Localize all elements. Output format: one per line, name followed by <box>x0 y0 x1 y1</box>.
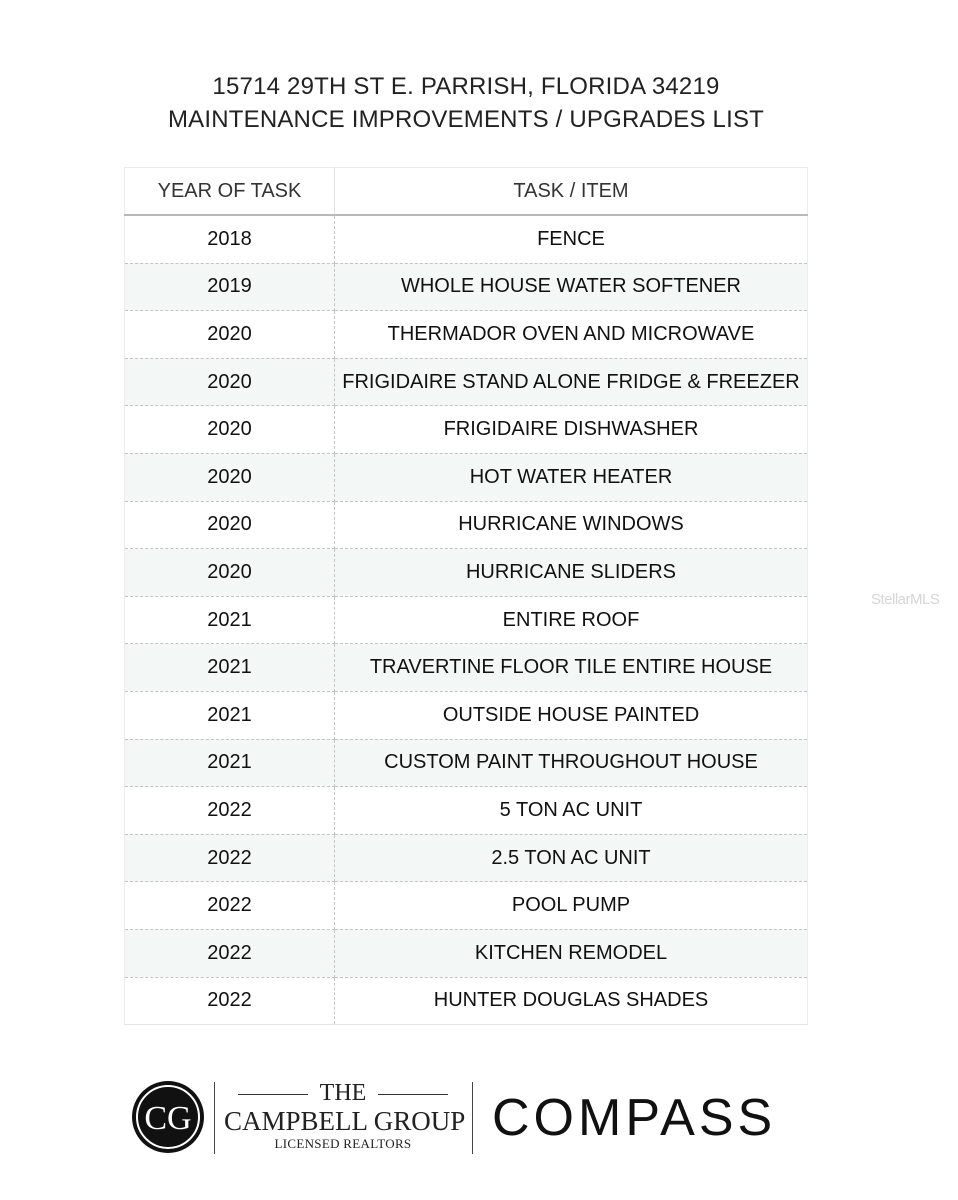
property-address: 15714 29TH ST E. PARRISH, FLORIDA 34219 <box>212 73 720 100</box>
table-header-row <box>125 168 808 216</box>
year-cell: 2020 <box>125 406 335 454</box>
table-row <box>125 453 808 501</box>
task-cell: HUNTER DOUGLAS SHADES <box>335 977 808 1025</box>
task-cell: FENCE <box>335 215 808 263</box>
task-cell: HURRICANE SLIDERS <box>335 549 808 597</box>
logo-monogram: CG <box>144 1100 192 1137</box>
document-title <box>0 70 932 136</box>
table-row <box>125 929 808 977</box>
table-row <box>125 215 808 263</box>
footer-branding <box>132 1078 812 1156</box>
task-cell: 5 TON AC UNIT <box>335 787 808 835</box>
table-row <box>125 501 808 549</box>
table-row <box>125 358 808 406</box>
task-cell: TRAVERTINE FLOOR TILE ENTIRE HOUSE <box>335 644 808 692</box>
campbell-group-logo-icon <box>132 1081 204 1153</box>
task-cell: CUSTOM PAINT THROUGHOUT HOUSE <box>335 739 808 787</box>
year-cell: 2021 <box>125 691 335 739</box>
year-cell: 2022 <box>125 882 335 930</box>
compass-logo: COMPASS <box>492 1089 777 1147</box>
task-cell: 2.5 TON AC UNIT <box>335 834 808 882</box>
table-row <box>125 311 808 359</box>
footer-divider <box>214 1082 215 1154</box>
task-cell: FRIGIDAIRE DISHWASHER <box>335 406 808 454</box>
year-cell: 2020 <box>125 358 335 406</box>
task-cell: ENTIRE ROOF <box>335 596 808 644</box>
column-header-task: TASK / ITEM <box>335 168 808 216</box>
task-cell: WHOLE HOUSE WATER SOFTENER <box>335 263 808 311</box>
table-row <box>125 263 808 311</box>
column-header-year: YEAR OF TASK <box>125 168 335 216</box>
task-cell: HOT WATER HEATER <box>335 453 808 501</box>
table-row <box>125 691 808 739</box>
wordmark-the: THE <box>224 1080 462 1106</box>
year-cell: 2022 <box>125 834 335 882</box>
table-row <box>125 406 808 454</box>
wordmark-subtitle: LICENSED REALTORS <box>274 1136 412 1151</box>
year-cell: 2019 <box>125 263 335 311</box>
task-cell: THERMADOR OVEN AND MICROWAVE <box>335 311 808 359</box>
year-cell: 2022 <box>125 929 335 977</box>
year-cell: 2018 <box>125 215 335 263</box>
wordmark-name: CAMPBELL GROUP <box>224 1106 466 1136</box>
year-cell: 2020 <box>125 501 335 549</box>
watermark: StellarMLS <box>871 591 940 608</box>
task-cell: FRIGIDAIRE STAND ALONE FRIDGE & FREEZER <box>335 358 808 406</box>
year-cell: 2020 <box>125 549 335 597</box>
year-cell: 2022 <box>125 977 335 1025</box>
task-cell: HURRICANE WINDOWS <box>335 501 808 549</box>
task-cell: POOL PUMP <box>335 882 808 930</box>
year-cell: 2021 <box>125 739 335 787</box>
upgrades-table <box>124 167 808 1025</box>
campbell-group-wordmark <box>224 1080 466 1152</box>
year-cell: 2022 <box>125 787 335 835</box>
footer-divider <box>472 1082 473 1154</box>
list-heading: MAINTENANCE IMPROVEMENTS / UPGRADES LIST <box>167 106 765 133</box>
table-row <box>125 549 808 597</box>
table-row <box>125 596 808 644</box>
table-row <box>125 977 808 1025</box>
task-cell: OUTSIDE HOUSE PAINTED <box>335 691 808 739</box>
table-row <box>125 739 808 787</box>
year-cell: 2020 <box>125 453 335 501</box>
task-cell: KITCHEN REMODEL <box>335 929 808 977</box>
table-row <box>125 787 808 835</box>
year-cell: 2021 <box>125 596 335 644</box>
table-row <box>125 644 808 692</box>
table-row <box>125 834 808 882</box>
table-row <box>125 882 808 930</box>
year-cell: 2021 <box>125 644 335 692</box>
year-cell: 2020 <box>125 311 335 359</box>
